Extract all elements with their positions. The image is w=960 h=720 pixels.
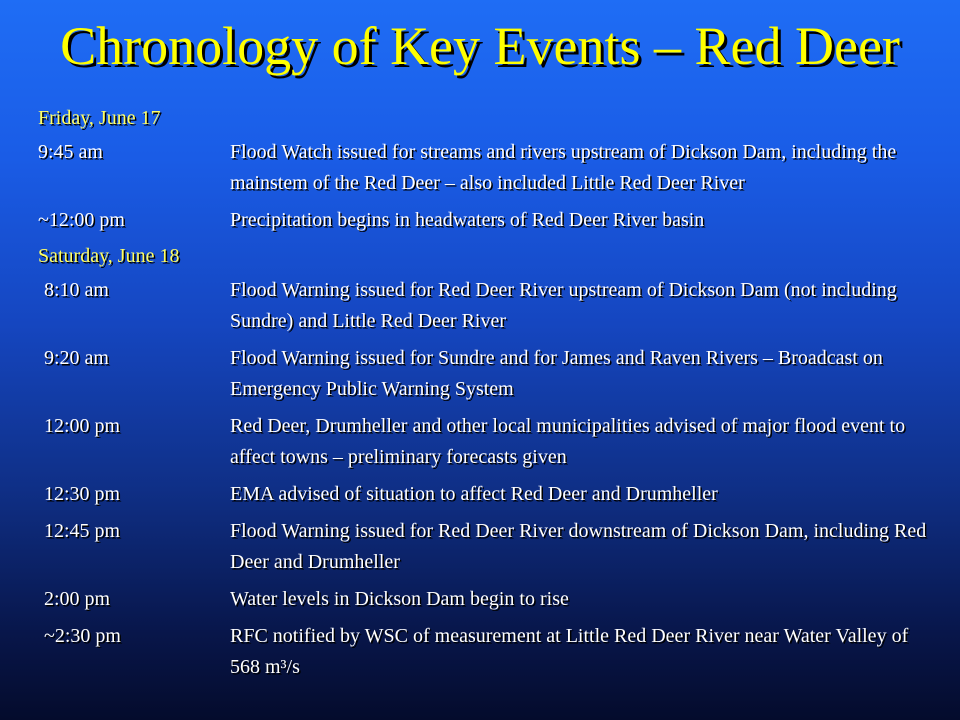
event-description: Flood Watch issued for streams and rivers upstream of Dickson Dam, including the mainstem of the Red Deer – also included Little Red Deer River — [230, 141, 897, 194]
event-row — [38, 275, 938, 337]
event-time: ~12:00 pm — [38, 209, 125, 231]
event-row — [38, 584, 938, 615]
day-heading-saturday: Saturday, June 18 — [38, 245, 180, 267]
event-row — [38, 137, 938, 199]
event-time: ~2:30 pm — [44, 625, 121, 647]
event-time: 8:10 am — [44, 279, 109, 301]
event-description: RFC notified by WSC of measurement at Little Red Deer River near Water Valley of 568 m³/s — [230, 625, 909, 678]
event-time: 2:00 pm — [44, 588, 111, 610]
event-description: Flood Warning issued for Sundre and for James and Raven Rivers – Broadcast on Emergency Public Warning System — [230, 347, 883, 400]
event-row — [38, 479, 938, 510]
event-description: Flood Warning issued for Red Deer River upstream of Dickson Dam (not including Sundre) and Little Red Deer River — [230, 279, 897, 332]
slide-title: Chronology of Key Events – Red Deer — [60, 16, 900, 76]
chronology-list — [38, 103, 938, 689]
event-description: Flood Warning issued for Red Deer River downstream of Dickson Dam, including Red Deer and Drumheller — [230, 520, 927, 573]
day-heading-friday: Friday, June 17 — [38, 107, 161, 129]
event-description: Red Deer, Drumheller and other local municipalities advised of major flood event to affect towns – preliminary forecasts given — [230, 415, 906, 468]
event-time: 12:45 pm — [44, 520, 121, 542]
event-row — [38, 205, 938, 236]
event-time: 9:20 am — [44, 347, 109, 369]
event-description: EMA advised of situation to affect Red Deer and Drumheller — [230, 483, 718, 505]
event-row — [38, 343, 938, 405]
event-description: Precipitation begins in headwaters of Red Deer River basin — [230, 209, 705, 231]
event-description: Water levels in Dickson Dam begin to rise — [230, 588, 569, 610]
event-row — [38, 411, 938, 473]
event-time: 12:30 pm — [44, 483, 121, 505]
event-time: 9:45 am — [38, 141, 103, 163]
event-time: 12:00 pm — [44, 415, 121, 437]
event-row — [38, 621, 938, 683]
event-row — [38, 516, 938, 578]
